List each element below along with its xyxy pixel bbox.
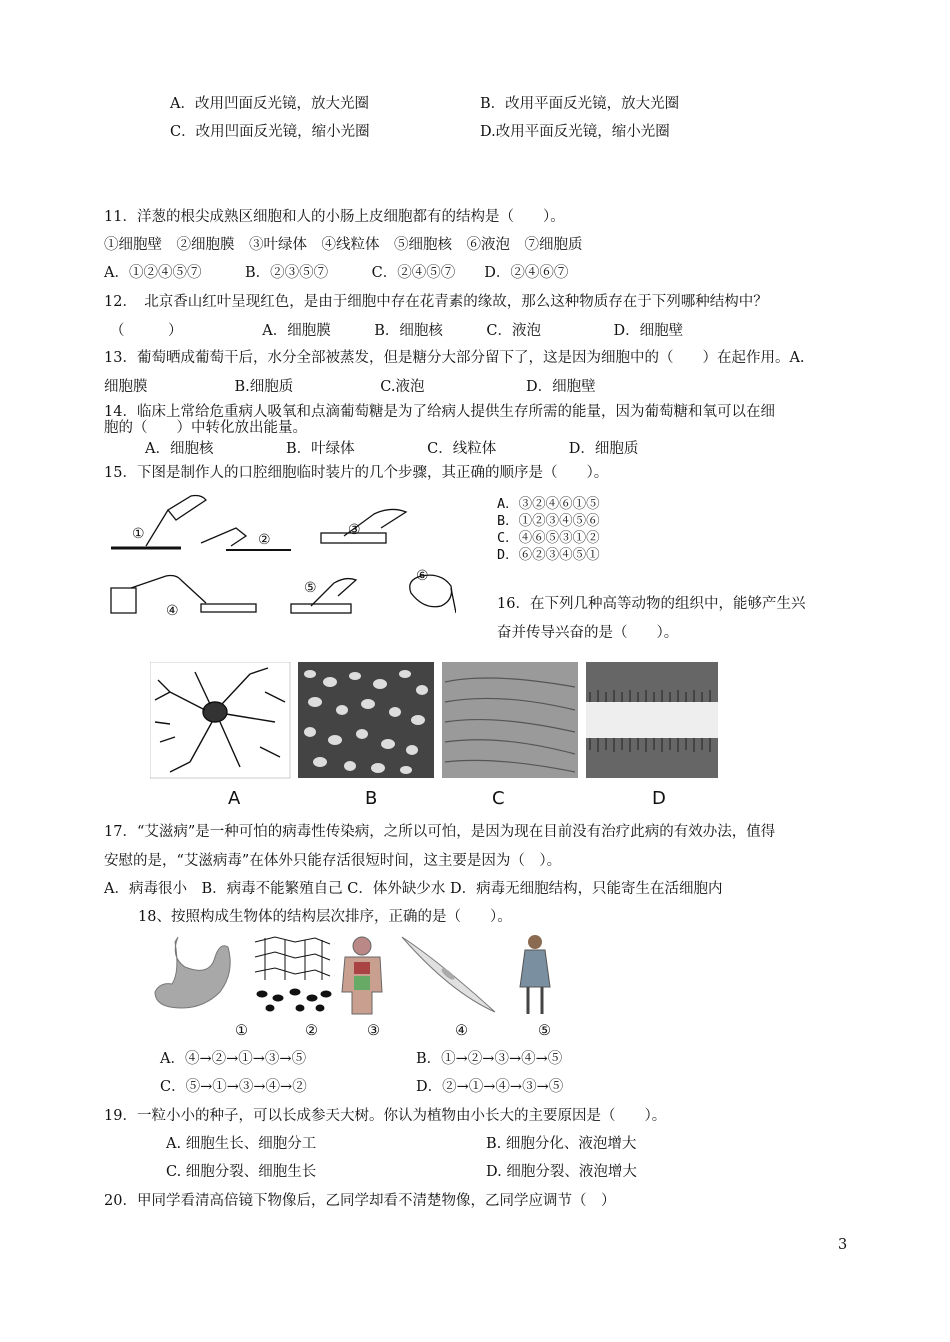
q19-option-b: B. 细胞分化、液泡增大 — [486, 1136, 637, 1152]
q15-step2-label: ② — [258, 532, 271, 548]
tissue-label-a: A — [228, 788, 241, 809]
q15-option-d: D．⑥②③④⑤① — [497, 547, 600, 563]
q18-structure-images — [150, 932, 570, 1017]
q18-label-5: ⑤ — [538, 1023, 551, 1039]
q14-options: A．细胞核 B．叶绿体 C．线粒体 D．细胞质 — [145, 441, 639, 457]
tissue-d-image — [586, 662, 718, 778]
stomach-image — [155, 937, 230, 1008]
q18-option-c: C．⑤→①→③→④→② — [160, 1079, 307, 1095]
q12-options: （ ） A．细胞膜 B．细胞核 C．液泡 D．细胞壁 — [110, 323, 684, 339]
q11-stem: 11．洋葱的根尖成熟区细胞和人的小肠上皮细胞都有的结构是（ ）。 — [104, 209, 565, 225]
q11-options: A．①②④⑤⑦ B．②③⑤⑦ C．②④⑤⑦ D．②④⑥⑦ — [104, 265, 569, 281]
tissue-c-image — [442, 662, 578, 778]
q18-label-1: ① — [235, 1023, 248, 1039]
tissue-a-nerve-image — [150, 662, 290, 778]
q16-line1: 16．在下列几种高等动物的组织中，能够产生兴 — [497, 596, 806, 612]
q16-line2: 奋并传导兴奋的是（ ）。 — [497, 625, 679, 641]
q20-stem: 20．甲同学看清高倍镜下物像后，乙同学却看不清楚物像，乙同学应调节（ ） — [104, 1193, 616, 1209]
q10-option-c: C．改用凹面反光镜，缩小光圈 — [170, 124, 370, 140]
q15-steps-figure — [106, 488, 456, 623]
q17-line2: 安慰的是，“艾滋病毒”在体外只能存活很短时间，这主要是因为（ ）。 — [104, 853, 562, 869]
tissue-b-image — [298, 662, 434, 778]
q15-option-a: A．③②④⑥①⑤ — [497, 496, 600, 512]
q18-option-a: A．④→②→①→③→⑤ — [160, 1051, 307, 1067]
q17-options: A．病毒很小 B．病毒不能繁殖自己 C．体外缺少水 D．病毒无细胞结构，只能寄生在活细胞内 — [104, 881, 723, 897]
tissue-cells-image — [255, 937, 331, 1011]
q18-option-b: B．①→②→③→④→⑤ — [416, 1051, 563, 1067]
q19-stem: 19．一粒小小的种子，可以长成参天大树。你认为植物由小长大的主要原因是（ ）。 — [104, 1108, 667, 1124]
page-number: 3 — [838, 1237, 848, 1253]
q15-step1-label: ① — [132, 526, 145, 542]
q10-option-b: B．改用平面反光镜，放大光圈 — [480, 96, 680, 112]
human-body-system-image — [342, 937, 382, 1014]
q17-line1: 17．“艾滋病”是一种可怕的病毒性传染病，之所以可怕，是因为现在目前没有治疗此病的有效办法，值得 — [104, 824, 776, 840]
q19-option-c: C. 细胞分裂、细胞生长 — [166, 1164, 317, 1180]
q15-step3-label: ③ — [348, 522, 361, 538]
q12-stem: 12． 北京香山红叶呈现红色，是由于细胞中存在花青素的缘故，那么这种物质存在于下列哪种结构中？ — [104, 294, 768, 310]
q14-line2: 胞的（ ）中转化放出能量。 — [104, 420, 307, 436]
q15-stem: 15．下图是制作人的口腔细胞临时装片的几个步骤，其正确的顺序是（ ）。 — [104, 465, 609, 481]
q10-option-a: A．改用凹面反光镜，放大光圈 — [170, 96, 369, 112]
q10-option-d: D.改用平面反光镜，缩小光圈 — [480, 124, 670, 140]
tissue-label-d: D — [652, 788, 666, 809]
tissue-label-b: B — [365, 788, 378, 809]
q19-option-a: A. 细胞生长、细胞分工 — [166, 1136, 317, 1152]
spindle-cell-image — [402, 937, 495, 1012]
slide-preparation-illustration — [106, 488, 456, 623]
q11-items: ①细胞壁 ②细胞膜 ③叶绿体 ④线粒体 ⑤细胞核 ⑥液泡 ⑦细胞质 — [104, 237, 583, 253]
q19-option-d: D. 细胞分裂、液泡增大 — [486, 1164, 637, 1180]
q18-label-2: ② — [305, 1023, 318, 1039]
q18-label-3: ③ — [367, 1023, 380, 1039]
q15-option-b: B．①②③④⑤⑥ — [497, 513, 600, 529]
q13-line2: 细胞膜 B.细胞质 C.液泡 D．细胞壁 — [104, 379, 596, 395]
q15-step6-label: ⑥ — [416, 568, 429, 584]
q15-step5-label: ⑤ — [304, 580, 317, 596]
person-image — [520, 935, 550, 1014]
q18-label-4: ④ — [455, 1023, 468, 1039]
q18-option-d: D．②→①→④→③→⑤ — [416, 1079, 564, 1095]
q13-line1: 13．葡萄晒成葡萄干后，水分全部被蒸发，但是糖分大部分留下了，这是因为细胞中的（ ）在起作用。A. — [104, 350, 805, 366]
tissue-label-c: C — [492, 788, 505, 809]
q15-step4-label: ④ — [166, 603, 179, 619]
q15-option-c: C．④⑥⑤③①② — [497, 530, 600, 546]
q16-tissue-images — [150, 662, 720, 780]
q14-line1: 14．临床上常给危重病人吸氧和点滴葡萄糖是为了给病人提供生存所需的能量，因为葡萄糖和氧可以在细 — [104, 404, 775, 420]
q18-stem: 18、按照构成生物体的结构层次排序，正确的是（ ）。 — [138, 909, 512, 925]
